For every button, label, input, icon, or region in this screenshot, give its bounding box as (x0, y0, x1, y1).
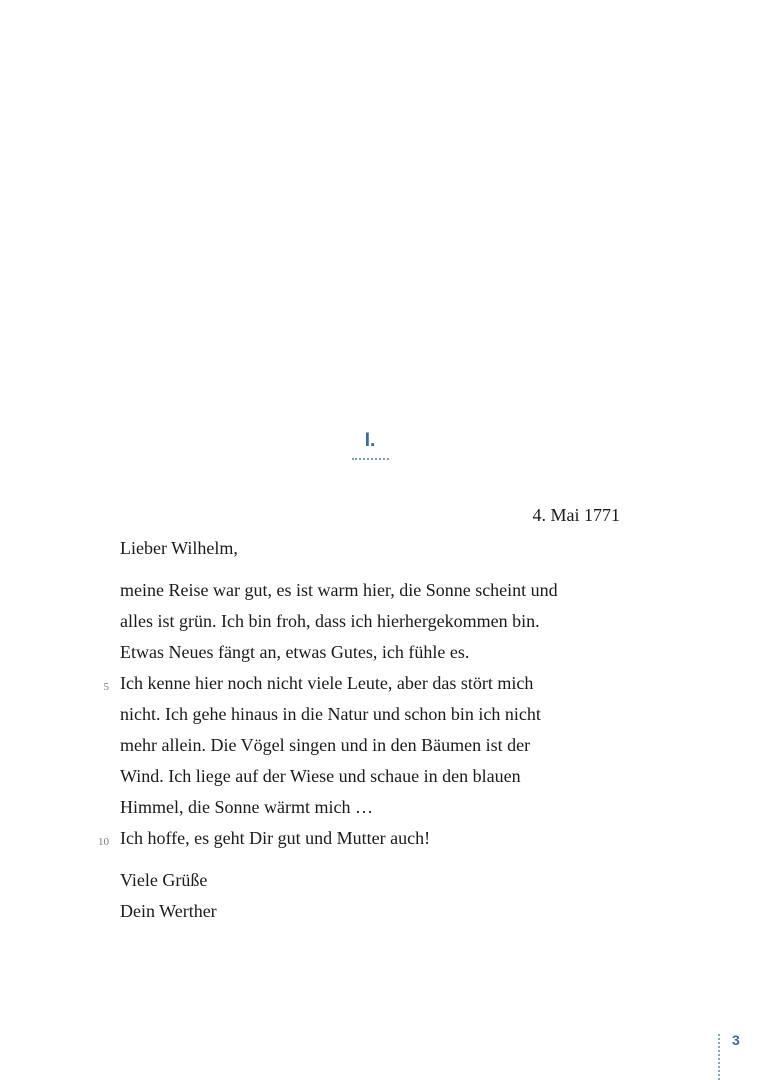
line-number-10: 10 (98, 836, 109, 848)
letter-date: 4. Mai 1771 (532, 505, 620, 525)
page-footer (707, 1020, 767, 1080)
page-number: 3 (732, 1032, 740, 1048)
letter-salutation: Lieber Wilhelm, (120, 538, 238, 558)
text-line: alles ist grün. Ich bin froh, dass ich hierhergekommen bin. (120, 611, 540, 631)
letter-signature: Dein Werther (120, 901, 217, 921)
chapter-title: I. (364, 430, 376, 451)
letter-closing: Viele Grüße (120, 870, 208, 890)
text-line: Etwas Neues fängt an, etwas Gutes, ich fühle es. (120, 642, 470, 662)
line-number-5: 5 (103, 681, 109, 693)
text-line: Ich hoffe, es geht Dir gut und Mutter auch! (120, 828, 431, 848)
text-line: Wind. Ich liege auf der Wiese und schaue in den blauen (120, 766, 521, 786)
text-line: meine Reise war gut, es ist warm hier, die Sonne scheint und (120, 580, 558, 600)
text-line: nicht. Ich gehe hinaus in die Natur und schon bin ich nicht (120, 704, 541, 724)
footer-divider (718, 1034, 720, 1080)
text-line: Ich kenne hier noch nicht viele Leute, aber das stört mich (120, 673, 534, 693)
text-line: Himmel, die Sonne wärmt mich … (120, 797, 373, 817)
text-line: mehr allein. Die Vögel singen und in den Bäumen ist der (120, 735, 531, 755)
chapter-divider (352, 458, 389, 460)
